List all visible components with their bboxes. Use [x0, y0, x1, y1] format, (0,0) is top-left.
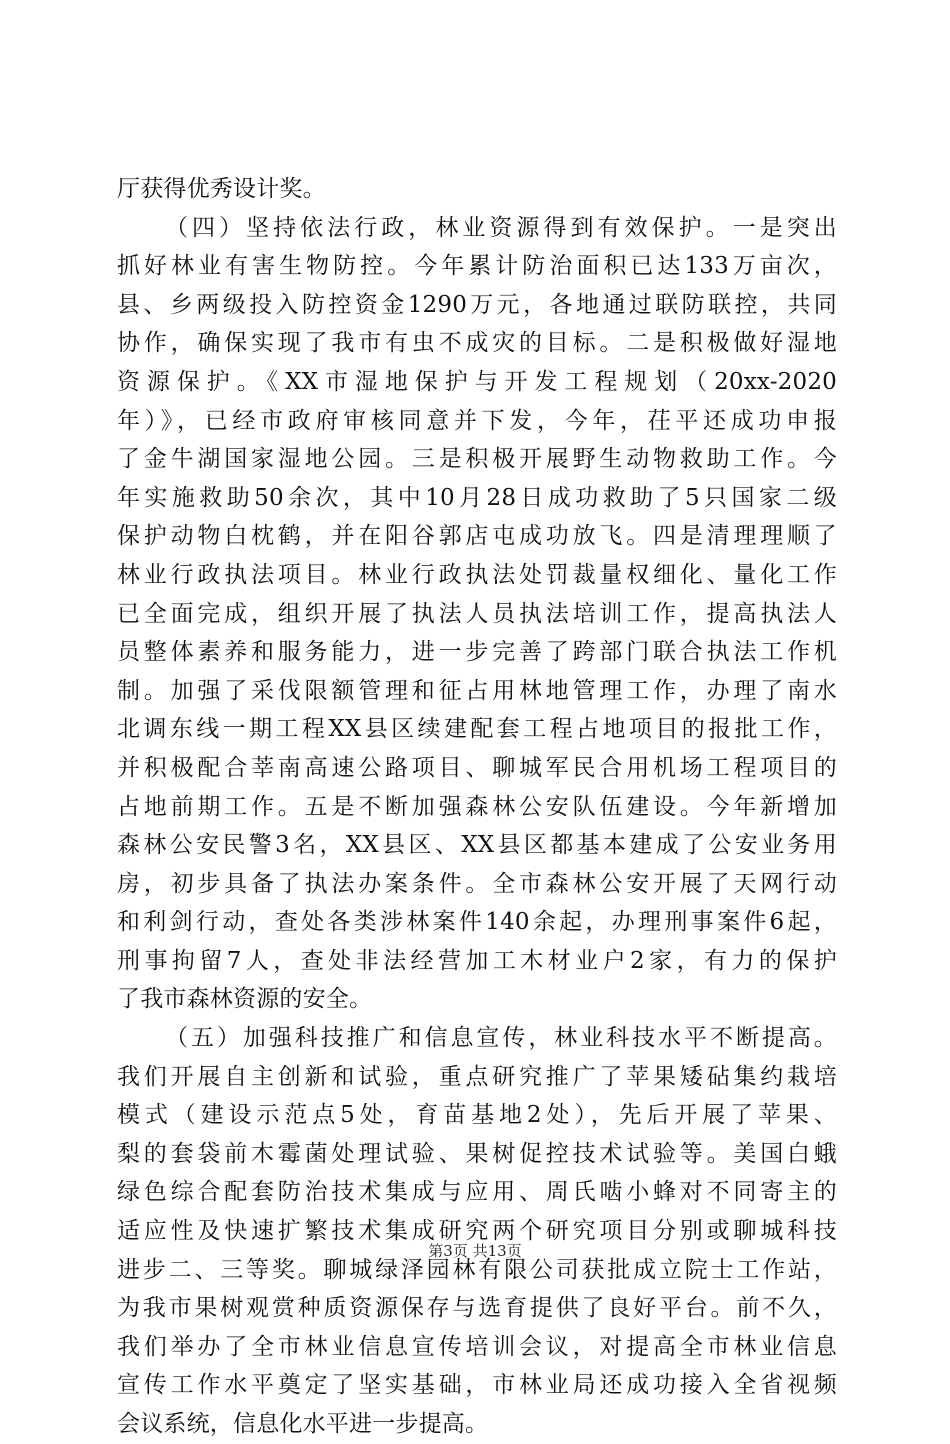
- text-line: 进步二、三等奖。聊城绿泽园林有限公司获批成立院士工作站，: [117, 1256, 837, 1283]
- text-line: 了我市森林资源的安全。: [117, 986, 373, 1013]
- text-line: 已全面完成，组织开展了执法人员执法培训工作，提高执法人: [117, 600, 837, 627]
- text-line: 占地前期工作。五是不断加强森林公安队伍建设。今年新增加: [117, 793, 837, 820]
- text-line: 和利剑行动，查处各类涉林案件140余起，办理刑事案件6起，: [117, 909, 837, 936]
- text-line: 刑事拘留7人，查处非法经营加工木材业户2家，有力的保护: [117, 947, 837, 974]
- text-line: 北调东线一期工程XX县区续建配套工程占地项目的报批工作，: [117, 716, 837, 743]
- text-line: 宣传工作水平奠定了坚实基础，市林业局还成功接入全省视频: [117, 1372, 837, 1399]
- text-line: 房，初步具备了执法办案条件。全市森林公安开展了天网行动: [117, 870, 837, 897]
- text-line: 厅获得优秀设计奖。: [117, 176, 326, 202]
- text-line: 保护动物白枕鹤，并在阳谷郭店屯成功放飞。四是清理理顺了: [117, 523, 837, 550]
- text-line: 会议系统，信息化水平进一步提高。: [117, 1411, 489, 1437]
- text-line: 资源保护。《XX市湿地保护与开发工程规划（20xx-2020: [117, 368, 837, 395]
- text-line: 我们举办了全市林业信息宣传培训会议，对提高全市林业信息: [117, 1333, 837, 1360]
- text-line: 协作，确保实现了我市有虫不成灾的目标。二是积极做好湿地: [117, 330, 837, 357]
- text-line: 我们开展自主创新和试验，重点研究推广了苹果矮砧集约栽培: [117, 1063, 837, 1090]
- text-line: 了金牛湖国家湿地公园。三是积极开展野生动物救助工作。今: [117, 446, 837, 473]
- text-line: 适应性及快速扩繁技术集成研究两个研究项目分别或聊城科技: [117, 1218, 837, 1245]
- text-line: 绿色综合配套防治技术集成与应用、周氏啮小蜂对不同寄主的: [117, 1179, 837, 1206]
- text-line: 抓好林业有害生物防控。今年累计防治面积已达133万亩次，: [117, 253, 837, 280]
- text-line: 县、乡两级投入防控资金1290万元，各地通过联防联控，共同: [117, 291, 837, 318]
- text-line: 森林公安民警3名，XX县区、XX县区都基本建成了公安业务用: [117, 832, 837, 859]
- text-line: 制。加强了采伐限额管理和征占用林地管理工作，办理了南水: [117, 677, 837, 704]
- text-line: 年实施救助50余次，其中10月28日成功救助了5只国家二级: [117, 484, 837, 511]
- section-heading-line: （四）坚持依法行政，林业资源得到有效保护。一是突出: [165, 214, 837, 241]
- text-line: 年）》，已经市政府审核同意并下发，今年，茌平还成功申报: [117, 407, 837, 434]
- text-line: 并积极配合莘南高速公路项目、聊城军民合用机场工程项目的: [117, 754, 837, 781]
- text-line: 模式（建设示范点5处，育苗基地2处），先后开展了苹果、: [117, 1102, 837, 1129]
- text-line: 梨的套袋前木霉菌处理试验、果树促控技术试验等。美国白蛾: [117, 1140, 837, 1167]
- text-line: 员整体素养和服务能力，进一步完善了跨部门联合执法工作机: [117, 639, 837, 666]
- text-line: 为我市果树观赏种质资源保存与选育提供了良好平台。前不久，: [117, 1295, 837, 1322]
- page-number-footer: 第3页 共13页: [428, 1242, 522, 1260]
- text-line: 林业行政执法项目。林业行政执法处罚裁量权细化、量化工作: [117, 561, 837, 588]
- section-heading-line: （五）加强科技推广和信息宣传，林业科技水平不断提高。: [165, 1025, 837, 1052]
